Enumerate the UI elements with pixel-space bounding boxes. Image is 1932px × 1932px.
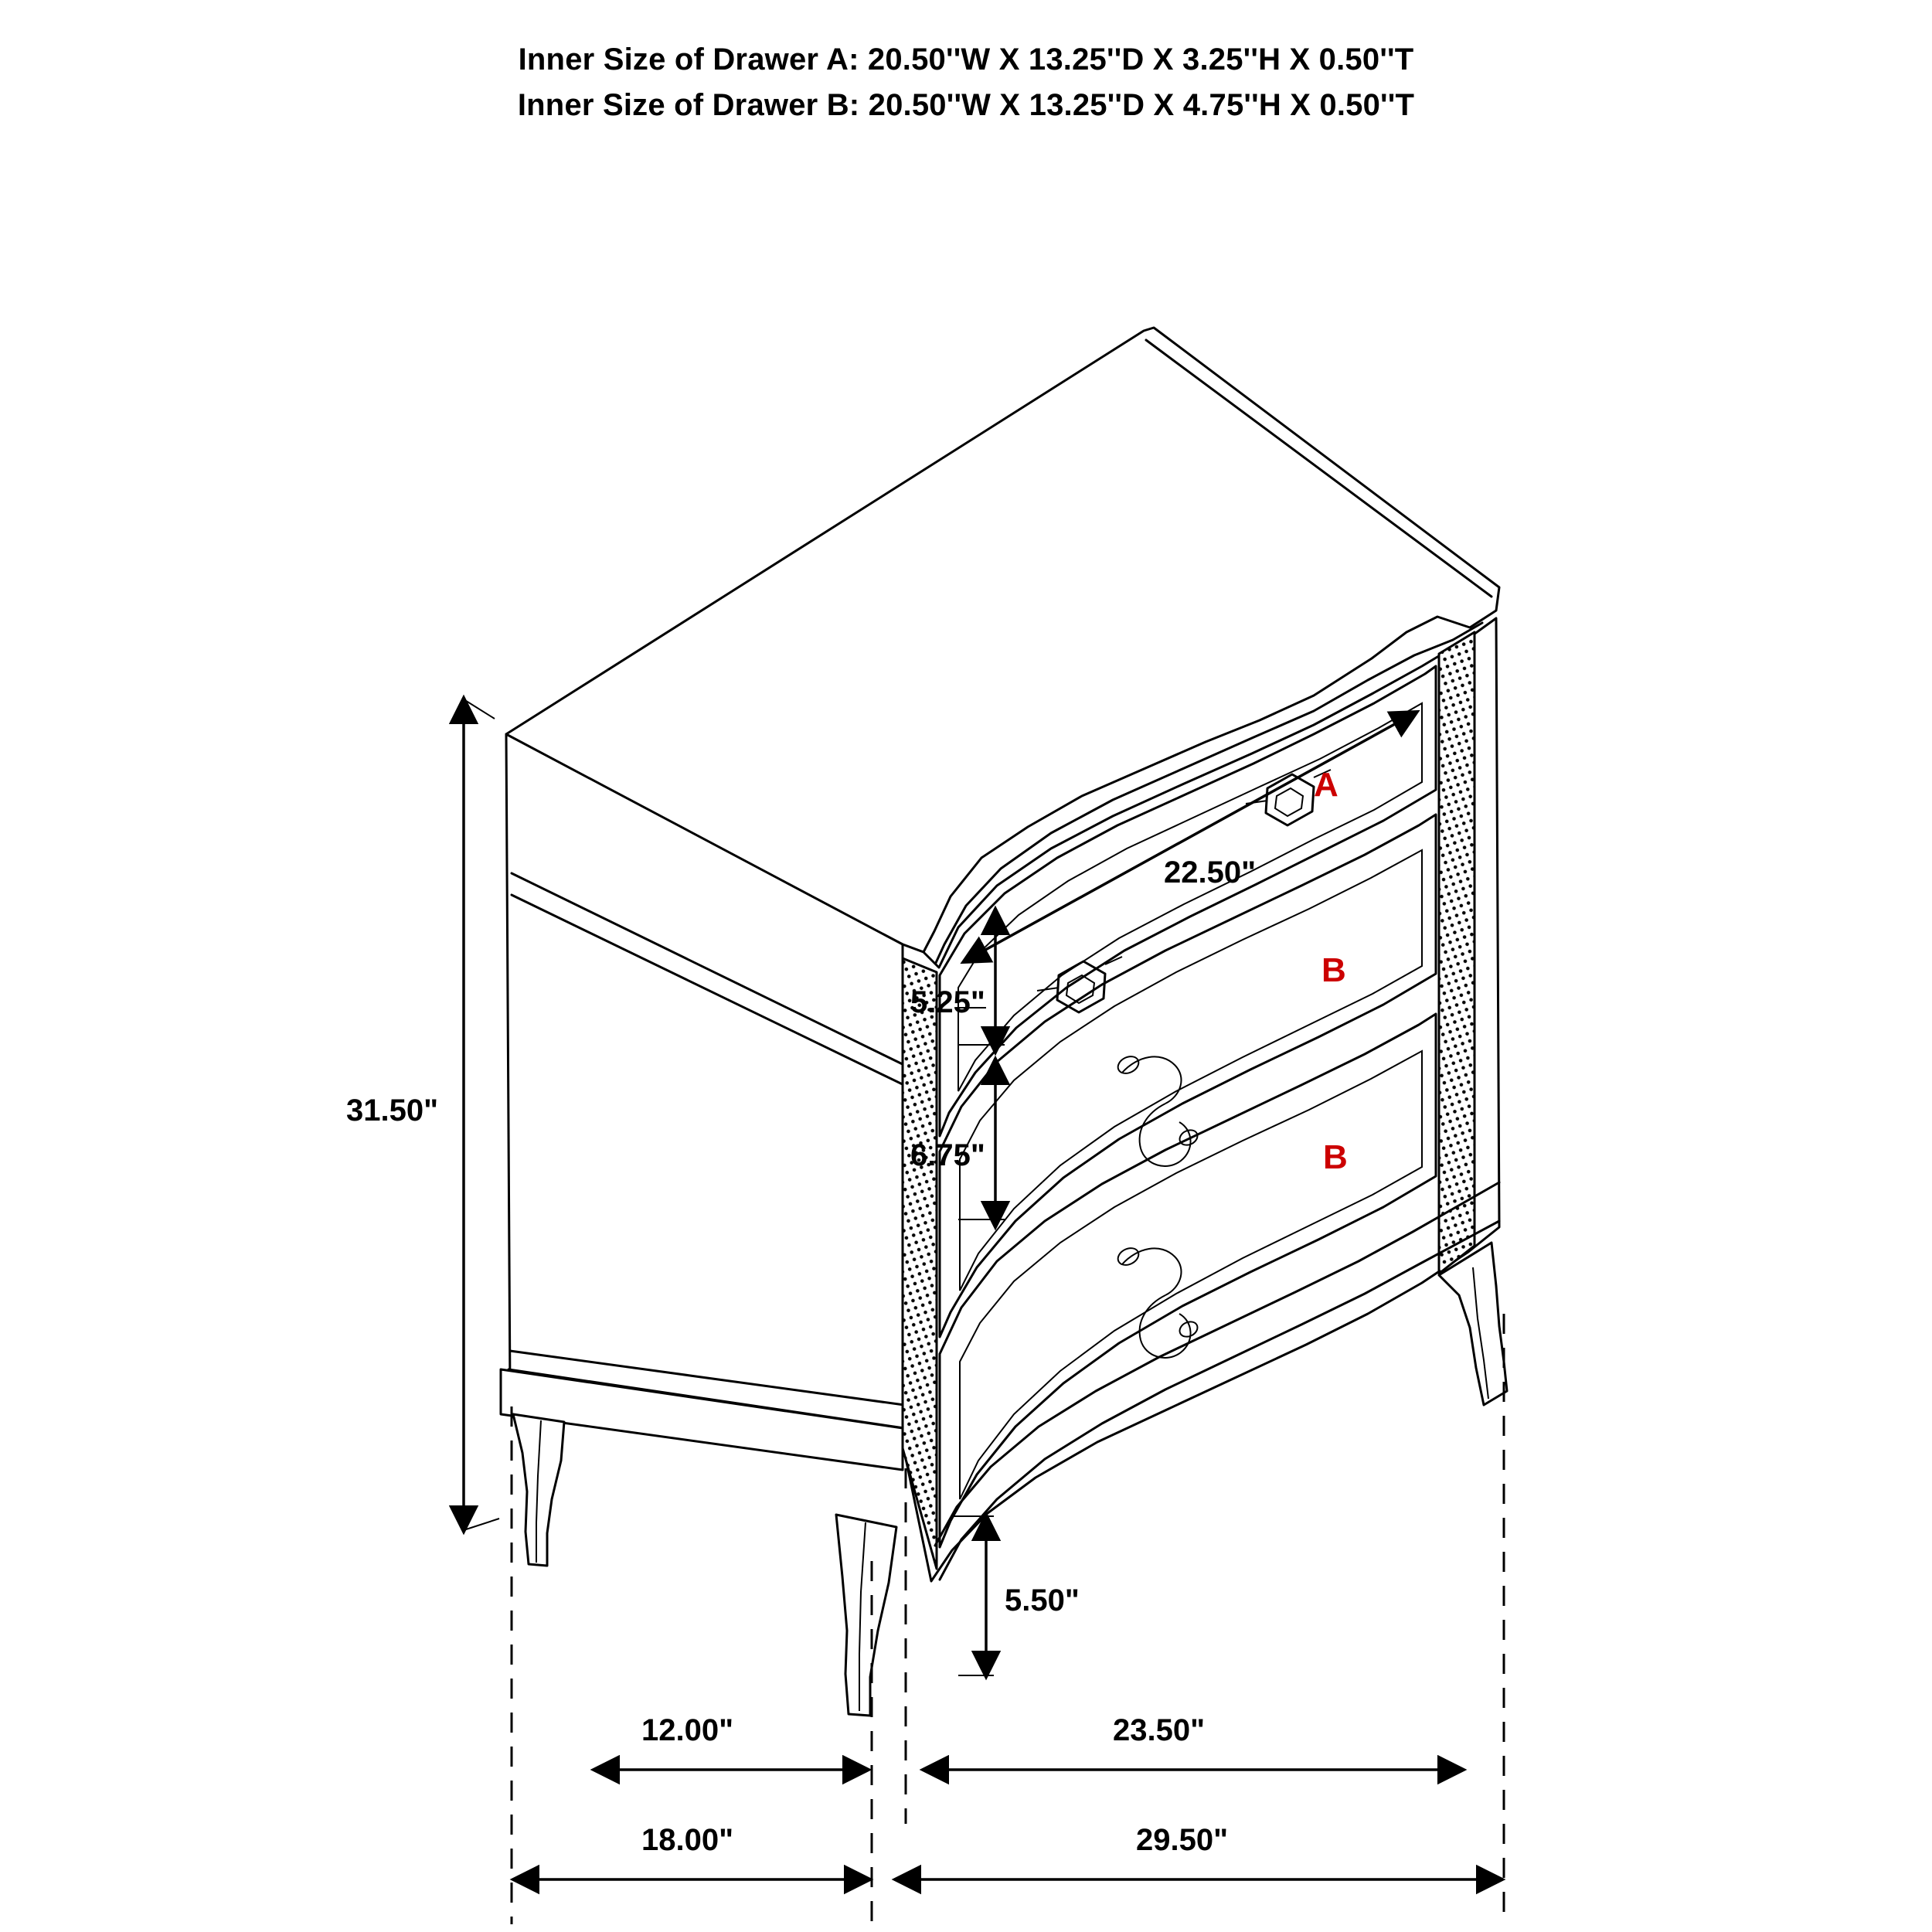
- cabinet-body: [501, 328, 1499, 1581]
- total-width-label: 29.50": [1136, 1823, 1229, 1857]
- dimension-leg-height: [952, 1516, 1080, 1675]
- side-depth-front-label: 12.00": [641, 1713, 734, 1747]
- drawer-b-upper-callout: B: [1321, 951, 1346, 989]
- leg-height-label: 5.50": [1005, 1583, 1080, 1617]
- dimension-front-width: [924, 1713, 1462, 1770]
- left-pilaster-strip: [903, 958, 937, 1569]
- drawer-a-inner-size-text: Inner Size of Drawer A: 20.50''W X 13.25''D X 3.25''H X 0.50''T: [518, 43, 1414, 77]
- drawer-b-height-label: 6.75": [910, 1138, 985, 1172]
- dimension-overall-height: [346, 699, 499, 1530]
- leg-front-left: [836, 1515, 896, 1716]
- drawer-a-height-label: 5.25": [910, 985, 985, 1019]
- front-width-label: 23.50": [1113, 1713, 1206, 1747]
- drawer-b-lower-callout: B: [1323, 1138, 1348, 1176]
- drawer-width-label: 22.50": [1164, 855, 1257, 889]
- overall-height-label: 31.50": [346, 1094, 439, 1128]
- drawer-b-inner-size-text: Inner Size of Drawer B: 20.50''W X 13.25''D X 4.75''H X 0.50''T: [517, 88, 1415, 123]
- leg-back-left: [513, 1414, 564, 1566]
- drawer-a-callout: A: [1314, 766, 1338, 804]
- right-pilaster-strip: [1439, 632, 1475, 1274]
- dimension-side-depth-front: [595, 1713, 867, 1770]
- dimension-total-depth: [515, 1823, 869, 1879]
- total-depth-label: 18.00": [641, 1823, 734, 1857]
- dimension-total-width: [896, 1823, 1501, 1879]
